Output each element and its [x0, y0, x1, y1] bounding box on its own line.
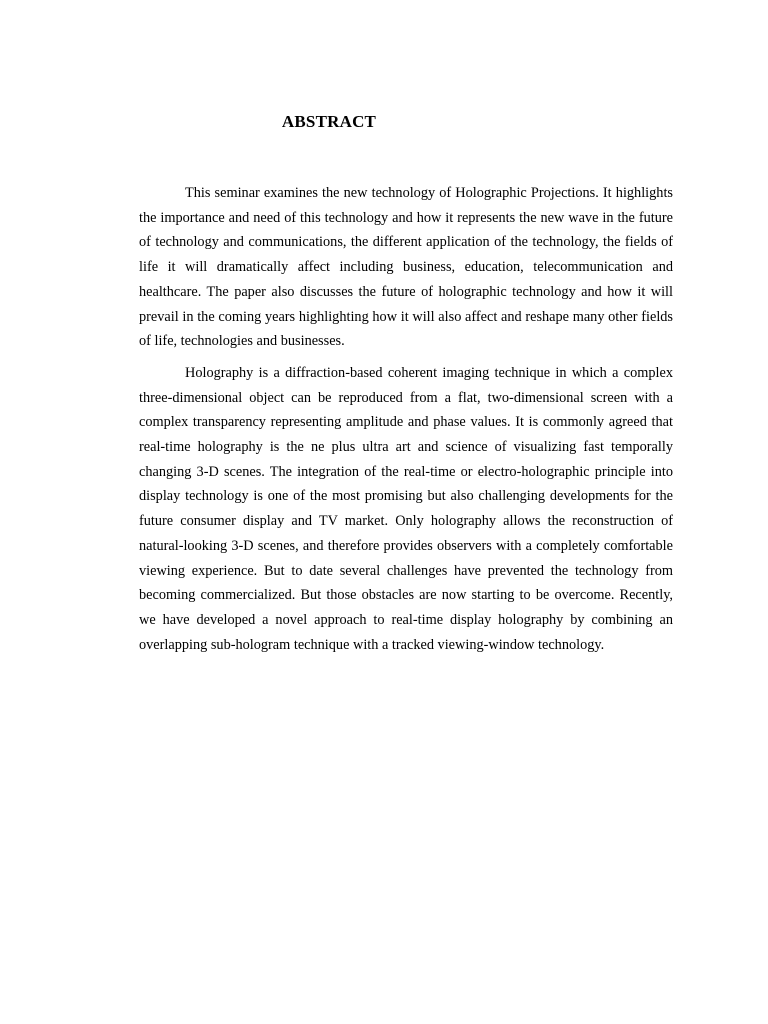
- abstract-body: [139, 181, 673, 657]
- page-title: ABSTRACT: [281, 112, 377, 131]
- abstract-paragraph-1: This seminar examines the new technology of Holographic Projections. It highlights the importance and need of this technology and how it represents the new wave in the future of technology and communications, the different application of the technology, the fields of life it will dramatically affect including business, education, telecommunication and healthcare. The paper also discusses the future of holographic technology and how it will prevail in the coming years highlighting how it will also affect and reshape many other fields of life, technologies and businesses.: [139, 185, 673, 350]
- abstract-paragraph-2: Holography is a diffraction-based coherent imaging technique in which a complex three-dimensional object can be reproduced from a flat, two-dimensional screen with a complex transparency representing amplitude and phase values. It is commonly agreed that real-time holography is the ne plus ultra art and science of visualizing fast temporally changing 3-D scenes. The integration of the real-time or electro-holographic principle into display technology is one of the most promising but also challenging developments for the future consumer display and TV market. Only holography allows the reconstruction of natural-looking 3-D scenes, and therefore provides observers with a completely comfortable viewing experience. But to date several challenges have prevented the technology from becoming commercialized. But those obstacles are now starting to be overcome. Recently, we have developed a novel approach to real-time display holography by combining an overlapping sub-hologram technique with a tracked viewing-window technology.: [139, 364, 673, 653]
